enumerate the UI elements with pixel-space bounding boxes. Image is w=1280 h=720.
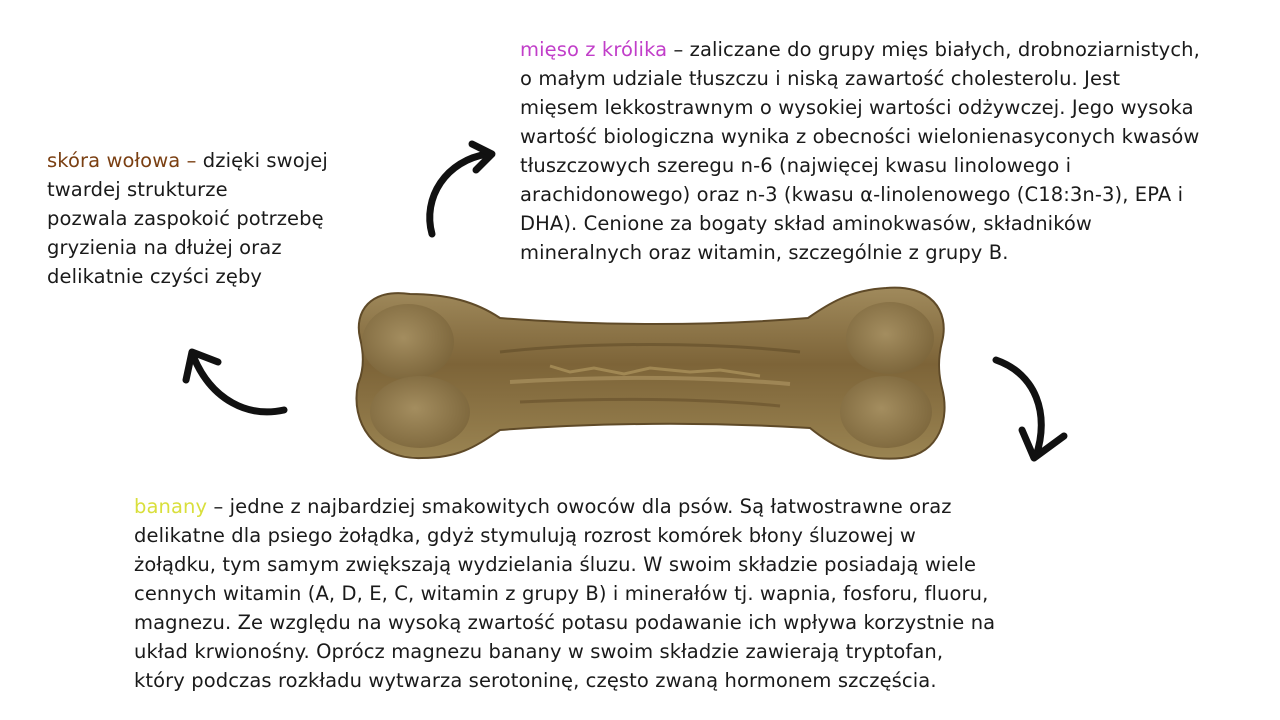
bone-image [350,272,950,472]
curved-arrow-icon [418,138,504,242]
skora-wolowa-description: skóra wołowa – dzięki swojej twardej strukturze pozwala zaspokoić potrzebę gryzienia na dłużej oraz delikatnie czyści zęby [47,149,328,288]
term-banany: banany [134,495,208,518]
curved-arrow-icon [178,340,294,422]
banany-description: banany – jedne z najbardziej smakowitych owoców dla psów. Są łatwostrawne oraz delikatne dla psiego żołądka, gdyż stymulują rozrost komórek błony śluzowej w żołądku, tym samym zwiększają wydzielania śluzu. W swoim składzie posiadają wiele cennych witamin (A, D, E, C, witamin z grupy B) i minerałów tj. wapnia, fosforu, fluoru, magnezu. Ze względu na wysoką zwartość potasu podawanie ich wpływa korzystnie na układ krwionośny. Oprócz magnezu banany w swoim składzie zawierają tryptofan, który podczas rozkładu wytwarza serotoninę, często zwaną hormonem szczęścia. [134,495,996,692]
term-skora-wolowa: skóra wołowa – [47,149,197,172]
mieso-z-krolika-description: mięso z królika – zaliczane do grupy mięs białych, drobnoziarnistych, o małym udziale tłuszczu i niską zawartość cholesterolu. Jest mięsem lekkostrawnym o wysokiej wartości odżywczej. Jego wysoka wartość biologiczna wynika z obecności wielonienasyconych kwasów tłuszczowych szeregu n-6 (najwięcej kwasu linolowego i arachidonowego) oraz n-3 (kwasu α-linolenowego (C18:3n-3), EPA i DHA). Cenione za bogaty skład aminokwasów, składników mineralnych oraz witamin, szczególnie z grupy B. [520,38,1200,264]
curved-arrow-icon [986,350,1076,470]
term-mieso-z-krolika: mięso z królika [520,38,668,61]
